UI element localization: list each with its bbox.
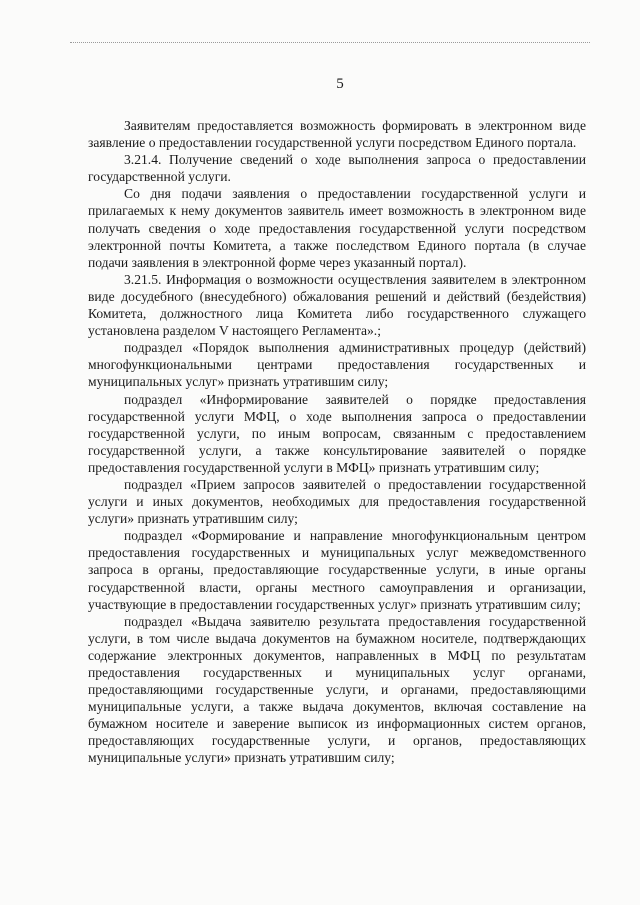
paragraph: подраздел «Прием запросов заявителей о предоставлении государственной услуги и иных документов, необходимых для предоставления государственной услуги» признать утратившим силу; — [88, 476, 586, 527]
paragraph: подраздел «Выдача заявителю результата предоставления государственной услуги, в том числе выдача документов на бумажном носителе, подтверждающих содержание электронных документов, направленных в МФЦ по результатам предоставления государственных и муниципальных услуг органами, предоставляющими государственные услуги, и органами, предоставляющими муниципальные услуги, а также выдача документов, включая составление на бумажном носителе и заверение выписок из информационных систем органов, предоставляющих государственные услуги, и органов, предоставляющих муниципальные услуги» признать утратившим силу; — [88, 613, 586, 766]
page-number: 5 — [336, 76, 344, 92]
paragraph: 3.21.4. Получение сведений о ходе выполнения запроса о предоставлении государственной услуги. — [88, 152, 586, 185]
paragraph: подраздел «Формирование и направление многофункциональным центром предоставления государственных и муниципальных услуг межведомственного запроса в органы, предоставляющие государственные услуги, в иные органы государственной власти, органы местного самоуправления и организации, участвующие в предоставлении государственных услуг» признать утратившим силу; — [88, 528, 586, 612]
paragraph: 3.21.5. Информация о возможности осуществления заявителем в электронном виде досудебного (внесудебного) обжалования решений и действий (бездействия) Комитета, должностного лица Комитета либо государственного служащего установлена разделом V настоящего Регламента».; — [88, 271, 586, 339]
paragraph: Со дня подачи заявления о предоставлении государственной услуги и прилагаемых к нему документов заявитель имеет возможность в электронном виде получать сведения о ходе предоставления государственной услуги посредством электронной почты Комитета, а также последством Единого портала (в случае подачи заявления в электронной форме через указанный портал). — [88, 186, 586, 270]
paragraph: подраздел «Информирование заявителей о порядке предоставления государственной услуги МФЦ, о ходе выполнения запроса о предоставлении государственной услуги, по иным вопросам, связанным с предоставлением государственной услуги, а также консультирование заявителей о порядке предоставления государственной услуги в МФЦ» признать утратившим силу; — [88, 391, 586, 475]
document-body — [88, 117, 586, 767]
paragraph: Заявителям предоставляется возможность формировать в электронном виде заявление о предоставлении государственной услуги посредством Единого портала. — [88, 118, 586, 151]
paragraph: подраздел «Порядок выполнения административных процедур (действий) многофункциональными центрами предоставления государственных и муниципальных услуг» признать утратившим силу; — [88, 340, 586, 390]
scan-edge-line — [70, 42, 590, 43]
